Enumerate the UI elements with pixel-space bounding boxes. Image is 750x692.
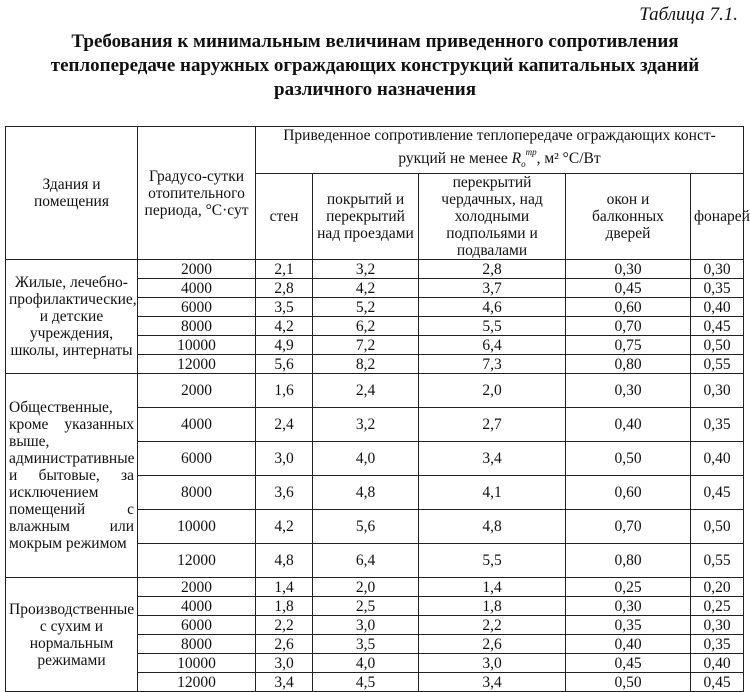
windows-cell: 0,45: [566, 654, 691, 673]
windows-cell: 0,40: [566, 635, 691, 654]
group-name-cell: Жилые, лечебно-профилактические, и детские учреждения, школы, интернаты: [6, 260, 138, 374]
coverings-cell: 8,2: [313, 355, 419, 374]
coverings-cell: 4,0: [313, 442, 419, 476]
table-row: [6, 374, 744, 408]
coverings-cell: 4,8: [313, 476, 419, 510]
attic-cell: 3,4: [419, 442, 566, 476]
skylights-cell: 0,35: [691, 408, 744, 442]
walls-cell: 4,2: [256, 510, 313, 544]
coverings-cell: 2,5: [313, 597, 419, 616]
attic-cell: 3,7: [419, 279, 566, 298]
walls-cell: 1,8: [256, 597, 313, 616]
degree-days-cell: 6000: [138, 442, 256, 476]
coverings-cell: 3,0: [313, 616, 419, 635]
table-title: [0, 30, 750, 102]
windows-cell: 0,45: [566, 279, 691, 298]
windows-cell: 0,70: [566, 510, 691, 544]
table-row: [6, 578, 744, 597]
degree-days-cell: 4000: [138, 279, 256, 298]
degree-days-cell: 2000: [138, 578, 256, 597]
windows-cell: 0,75: [566, 336, 691, 355]
coverings-cell: 3,2: [313, 408, 419, 442]
resistance-subscript: о: [521, 159, 526, 169]
coverings-cell: 5,6: [313, 510, 419, 544]
windows-cell: 0,60: [566, 298, 691, 317]
degree-days-cell: 6000: [138, 298, 256, 317]
degree-days-cell: 10000: [138, 654, 256, 673]
degree-days-cell: 8000: [138, 635, 256, 654]
group-name-cell: Общественные, кроме указанных выше, административные и бытовые, за исключением помещений с влажным или мокрым режимом: [6, 374, 138, 578]
header-building: Здания и помещения: [6, 127, 138, 260]
attic-cell: 1,4: [419, 578, 566, 597]
skylights-cell: 0,50: [691, 336, 744, 355]
walls-cell: 4,9: [256, 336, 313, 355]
title-line-3: различного назначения: [274, 79, 476, 100]
walls-cell: 3,0: [256, 442, 313, 476]
coverings-cell: 6,4: [313, 544, 419, 578]
header-resistance-line1: Приведенное сопротивление теплопередаче ограждающих конст-: [283, 127, 716, 144]
requirements-table: [5, 126, 750, 692]
degree-days-cell: 6000: [138, 616, 256, 635]
coverings-cell: 6,2: [313, 317, 419, 336]
title-line-2: теплопередаче наружных ограждающих конструкций капитальных зданий: [50, 55, 700, 76]
walls-cell: 2,4: [256, 408, 313, 442]
windows-cell: 0,30: [566, 597, 691, 616]
coverings-cell: 4,0: [313, 654, 419, 673]
walls-cell: 2,2: [256, 616, 313, 635]
walls-cell: 1,6: [256, 374, 313, 408]
table-body: [6, 260, 744, 692]
windows-cell: 0,25: [566, 578, 691, 597]
skylights-cell: 0,45: [691, 317, 744, 336]
attic-cell: 2,2: [419, 616, 566, 635]
coverings-cell: 2,4: [313, 374, 419, 408]
header-resistance-prefix: рукций не менее: [398, 150, 508, 167]
attic-cell: 2,0: [419, 374, 566, 408]
header-windows: окон и балконных дверей: [566, 174, 691, 260]
skylights-cell: 0,50: [691, 510, 744, 544]
attic-cell: 7,3: [419, 355, 566, 374]
degree-days-cell: 10000: [138, 510, 256, 544]
windows-cell: 0,70: [566, 317, 691, 336]
coverings-cell: 5,2: [313, 298, 419, 317]
resistance-superscript: тр: [525, 147, 537, 157]
walls-cell: 3,6: [256, 476, 313, 510]
attic-cell: 4,1: [419, 476, 566, 510]
windows-cell: 0,80: [566, 544, 691, 578]
degree-days-cell: 4000: [138, 408, 256, 442]
walls-cell: 2,6: [256, 635, 313, 654]
header-degree-days: Градусо-сутки отопительного периода, °С·сут: [138, 127, 256, 260]
windows-cell: 0,40: [566, 408, 691, 442]
attic-cell: 5,5: [419, 544, 566, 578]
skylights-cell: 0,40: [691, 442, 744, 476]
coverings-cell: 4,2: [313, 279, 419, 298]
attic-cell: 2,7: [419, 408, 566, 442]
header-attic: перекрытий чердачных, над холодными подпольями и подвалами: [419, 174, 566, 260]
title-line-1: Требования к минимальным величинам приведенного сопротивления: [71, 31, 679, 52]
skylights-cell: 0,40: [691, 654, 744, 673]
coverings-cell: 7,2: [313, 336, 419, 355]
table-number: Таблица 7.1.: [639, 4, 738, 25]
degree-days-cell: 10000: [138, 336, 256, 355]
walls-cell: 3,4: [256, 673, 313, 692]
header-coverings: покрытий и перекрытий над проездами: [313, 174, 419, 260]
walls-cell: 1,4: [256, 578, 313, 597]
attic-cell: 4,6: [419, 298, 566, 317]
header-resistance: [256, 127, 744, 174]
degree-days-cell: 2000: [138, 260, 256, 279]
skylights-cell: 0,35: [691, 635, 744, 654]
skylights-cell: 0,30: [691, 374, 744, 408]
walls-cell: 2,8: [256, 279, 313, 298]
skylights-cell: 0,30: [691, 260, 744, 279]
attic-cell: 5,5: [419, 317, 566, 336]
attic-cell: 3,4: [419, 673, 566, 692]
skylights-cell: 0,35: [691, 279, 744, 298]
degree-days-cell: 4000: [138, 597, 256, 616]
header-skylights: фонарей: [691, 174, 744, 260]
coverings-cell: 2,0: [313, 578, 419, 597]
walls-cell: 4,2: [256, 317, 313, 336]
windows-cell: 0,35: [566, 616, 691, 635]
walls-cell: 3,5: [256, 298, 313, 317]
skylights-cell: 0,20: [691, 578, 744, 597]
degree-days-cell: 8000: [138, 476, 256, 510]
windows-cell: 0,60: [566, 476, 691, 510]
table-row: [6, 260, 744, 279]
coverings-cell: 3,2: [313, 260, 419, 279]
degree-days-cell: 12000: [138, 544, 256, 578]
skylights-cell: 0,55: [691, 544, 744, 578]
degree-days-cell: 12000: [138, 673, 256, 692]
windows-cell: 0,50: [566, 442, 691, 476]
degree-days-cell: 12000: [138, 355, 256, 374]
walls-cell: 2,1: [256, 260, 313, 279]
attic-cell: 2,6: [419, 635, 566, 654]
walls-cell: 5,6: [256, 355, 313, 374]
resistance-symbol: R: [511, 150, 522, 167]
attic-cell: 2,8: [419, 260, 566, 279]
group-name-cell: Производственные с сухим и нормальным режимами: [6, 578, 138, 692]
walls-cell: 3,0: [256, 654, 313, 673]
coverings-cell: 4,5: [313, 673, 419, 692]
skylights-cell: 0,30: [691, 616, 744, 635]
walls-cell: 4,8: [256, 544, 313, 578]
windows-cell: 0,50: [566, 673, 691, 692]
windows-cell: 0,80: [566, 355, 691, 374]
windows-cell: 0,30: [566, 260, 691, 279]
skylights-cell: 0,55: [691, 355, 744, 374]
header-walls: стен: [256, 174, 313, 260]
attic-cell: 3,0: [419, 654, 566, 673]
attic-cell: 1,8: [419, 597, 566, 616]
degree-days-cell: 2000: [138, 374, 256, 408]
degree-days-cell: 8000: [138, 317, 256, 336]
resistance-unit: , м² °С/Вт: [536, 150, 601, 167]
skylights-cell: 0,45: [691, 476, 744, 510]
coverings-cell: 3,5: [313, 635, 419, 654]
skylights-cell: 0,40: [691, 298, 744, 317]
skylights-cell: 0,45: [691, 673, 744, 692]
windows-cell: 0,30: [566, 374, 691, 408]
attic-cell: 6,4: [419, 336, 566, 355]
skylights-cell: 0,25: [691, 597, 744, 616]
attic-cell: 4,8: [419, 510, 566, 544]
